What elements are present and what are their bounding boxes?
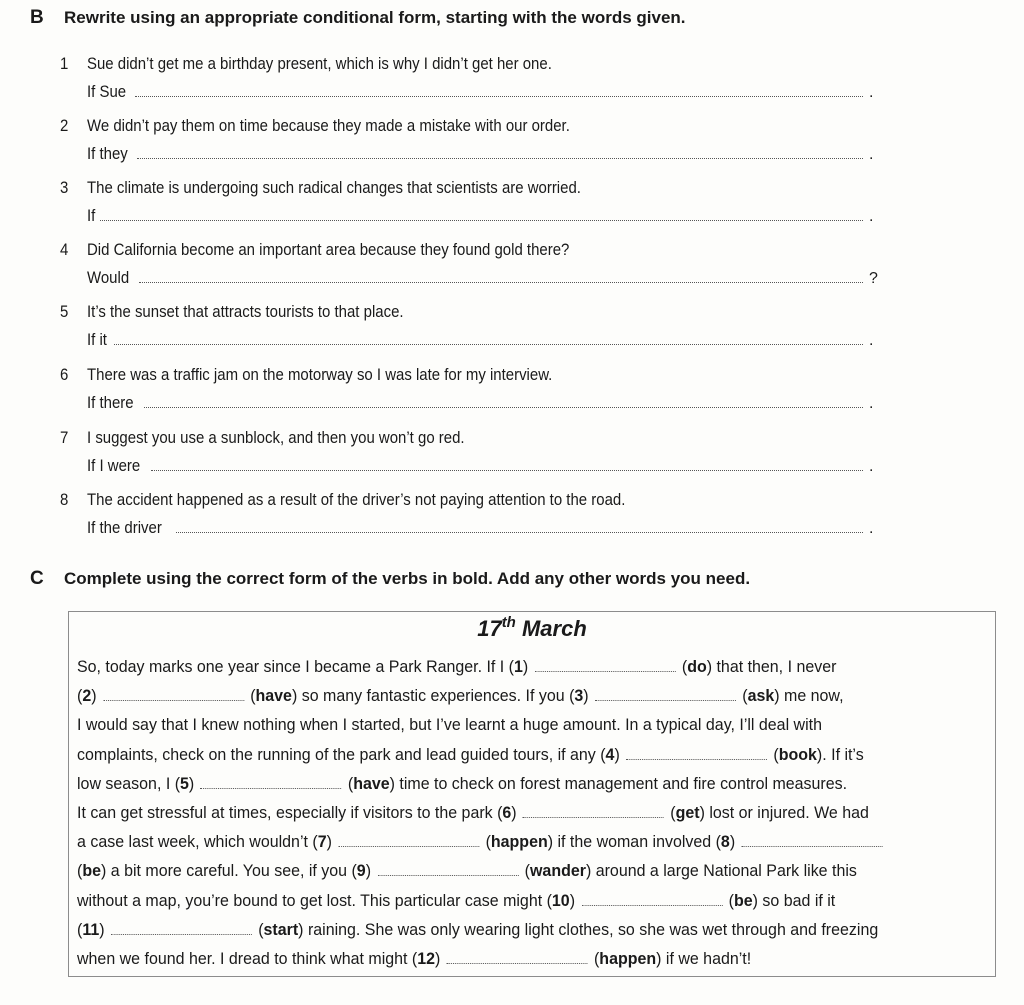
gap-verb: wander bbox=[530, 861, 586, 881]
gap-verb: happen bbox=[599, 948, 657, 968]
section-b-letter: B bbox=[30, 7, 44, 28]
item-number: 6 bbox=[60, 365, 69, 384]
gap-verb: start bbox=[263, 919, 299, 939]
text-line: (2) (have) so many fantastic experiences. If you (3) (ask) me now, bbox=[77, 686, 844, 706]
gap-blank[interactable] bbox=[338, 835, 479, 847]
text-segment: complaints, check on the running of the park and lead guided tours, if any ( bbox=[77, 744, 606, 764]
text-segment: ). If it’s bbox=[816, 744, 864, 764]
gap-number: 7 bbox=[317, 832, 327, 852]
item-number: 2 bbox=[60, 116, 69, 135]
gap-number: 5 bbox=[180, 773, 189, 793]
gap-blank[interactable] bbox=[377, 864, 518, 876]
item-question: Sue didn’t get me a birthday present, which is why I didn’t get her one. bbox=[87, 54, 552, 73]
gap-verb: have bbox=[255, 686, 292, 706]
gap-number: 12 bbox=[417, 948, 436, 968]
gap-blank[interactable] bbox=[103, 689, 244, 701]
text-segment: ) raining. She was only wearing light clothes, so she was wet through and freezing bbox=[298, 919, 879, 939]
gap-verb: ask bbox=[747, 686, 775, 706]
answer-starter: Would bbox=[87, 268, 130, 287]
text-line bbox=[77, 710, 979, 739]
answer-end-punctuation: . bbox=[869, 84, 874, 101]
answer-line[interactable] bbox=[87, 330, 877, 350]
gap-blank[interactable] bbox=[581, 894, 722, 906]
answer-end-punctuation: . bbox=[869, 395, 874, 412]
answer-blank[interactable] bbox=[144, 395, 863, 408]
section-c-letter: C bbox=[30, 568, 44, 589]
diary-body bbox=[77, 652, 979, 973]
gap-blank[interactable] bbox=[626, 748, 767, 760]
text-segment: So, today marks one year since I became a Park Ranger. If I ( bbox=[77, 657, 514, 676]
answer-line[interactable] bbox=[87, 206, 877, 226]
exercise-item bbox=[60, 363, 880, 425]
answer-blank[interactable] bbox=[137, 146, 863, 159]
text-segment: ) around a large National Park like this bbox=[585, 861, 857, 881]
answer-starter: If it bbox=[87, 330, 107, 349]
answer-blank[interactable] bbox=[176, 520, 863, 533]
text-line: low season, I (5) (have) time to check on forest management and fire control measures. bbox=[77, 773, 848, 793]
text-segment: ) time to check on forest management and fire control measures. bbox=[389, 773, 848, 793]
answer-end-punctuation: . bbox=[869, 208, 874, 225]
text-line: without a map, you’re bound to get lost. This particular case might (10) (be) so bad if it bbox=[77, 890, 836, 910]
gap-number: 3 bbox=[574, 686, 584, 706]
gap-verb: be bbox=[82, 861, 101, 881]
text-line: So, today marks one year since I became a Park Ranger. If I (1) (do) that then, I never bbox=[77, 657, 837, 676]
item-question: Did California become an important area because they found gold there? bbox=[87, 240, 570, 259]
text-segment: without a map, you’re bound to get lost. This particular case might ( bbox=[77, 890, 552, 910]
gap-number: 1 bbox=[513, 657, 523, 676]
exercise-item bbox=[60, 114, 880, 176]
answer-line[interactable] bbox=[87, 82, 877, 102]
item-number: 7 bbox=[60, 428, 69, 447]
text-segment: ) lost or injured. We had bbox=[699, 802, 869, 822]
item-number: 1 bbox=[60, 54, 69, 73]
gap-number: 11 bbox=[82, 919, 100, 939]
item-question: The climate is undergoing such radical changes that scientists are worried. bbox=[87, 178, 581, 197]
answer-line[interactable] bbox=[87, 518, 877, 538]
exercise-item bbox=[60, 238, 880, 300]
text-line: complaints, check on the running of the park and lead guided tours, if any (4) (book). If it’s bbox=[77, 744, 864, 764]
gap-number: 6 bbox=[502, 802, 512, 822]
gap-blank[interactable] bbox=[111, 923, 252, 935]
gap-number: 8 bbox=[720, 832, 730, 852]
gap-verb: happen bbox=[490, 832, 548, 852]
text-line: It can get stressful at times, especially if visitors to the park (6) (get) lost or injured. We had bbox=[77, 802, 869, 822]
answer-end-punctuation: . bbox=[869, 458, 874, 475]
item-number: 3 bbox=[60, 178, 69, 197]
section-c-instruction: Complete using the correct form of the verbs in bold. Add any other words you need. bbox=[64, 569, 751, 588]
item-question: There was a traffic jam on the motorway so I was late for my interview. bbox=[87, 365, 553, 384]
text-segment: when we found her. I dread to think what might ( bbox=[77, 948, 418, 968]
answer-blank[interactable] bbox=[135, 84, 863, 97]
answer-line[interactable] bbox=[87, 268, 877, 288]
item-number: 8 bbox=[60, 490, 69, 509]
answer-end-punctuation: . bbox=[869, 332, 874, 349]
gap-verb: book bbox=[778, 744, 817, 764]
text-segment: ) a bit more careful. You see, if you ( bbox=[100, 861, 357, 881]
gap-verb: get bbox=[675, 802, 700, 822]
diary-text-box bbox=[68, 611, 996, 977]
gap-verb: do bbox=[687, 657, 707, 676]
text-line: when we found her. I dread to think what might (12) (happen) if we hadn’t! bbox=[77, 948, 752, 968]
gap-blank[interactable] bbox=[595, 689, 736, 701]
text-segment: ) that then, I never bbox=[706, 657, 837, 676]
answer-starter: If the driver bbox=[87, 518, 162, 537]
answer-starter: If I were bbox=[87, 456, 141, 475]
exercise-item bbox=[60, 176, 880, 238]
answer-starter: If there bbox=[87, 393, 134, 412]
gap-number: 2 bbox=[82, 686, 92, 706]
item-question: It’s the sunset that attracts tourists to that place. bbox=[87, 302, 404, 321]
answer-starter: If Sue bbox=[87, 82, 127, 101]
answer-starter: If they bbox=[87, 144, 128, 163]
text-segment: I would say that I knew nothing when I started, but I’ve learnt a huge amount. In a typical day, I’ll deal with bbox=[77, 715, 822, 735]
text-line: (11) (start) raining. She was only wearing light clothes, so she was wet through and freezing bbox=[77, 919, 879, 939]
answer-line[interactable] bbox=[87, 144, 877, 164]
answer-line[interactable] bbox=[87, 393, 877, 413]
text-segment: ) me now, bbox=[774, 686, 844, 706]
item-question: We didn’t pay them on time because they made a mistake with our order. bbox=[87, 116, 570, 135]
item-number: 4 bbox=[60, 240, 69, 259]
text-segment: a case last week, which wouldn’t ( bbox=[77, 832, 318, 852]
section-b-heading bbox=[30, 7, 686, 29]
gap-blank[interactable] bbox=[535, 660, 676, 672]
item-question: I suggest you use a sunblock, and then you won’t go red. bbox=[87, 428, 465, 447]
title-month: March bbox=[521, 616, 587, 641]
text-segment: ) so many fantastic experiences. If you ( bbox=[291, 686, 575, 706]
answer-blank[interactable] bbox=[151, 458, 863, 471]
title-ordinal-suffix: th bbox=[501, 614, 516, 631]
text-segment: low season, I ( bbox=[77, 773, 181, 793]
answer-blank[interactable] bbox=[139, 270, 863, 283]
text-segment: It can get stressful at times, especially if visitors to the park ( bbox=[77, 802, 503, 822]
section-c-heading bbox=[30, 568, 750, 590]
text-segment: ) if the woman involved ( bbox=[547, 832, 721, 852]
section-b-instruction: Rewrite using an appropriate conditional form, starting with the words given. bbox=[64, 8, 686, 27]
answer-blank[interactable] bbox=[100, 208, 863, 221]
exercise-item bbox=[60, 426, 880, 488]
answer-end-punctuation: ? bbox=[869, 270, 878, 287]
gap-number: 4 bbox=[605, 744, 615, 764]
answer-starter: If bbox=[87, 206, 96, 225]
gap-verb: have bbox=[353, 773, 390, 793]
diary-date-title bbox=[69, 616, 995, 642]
gap-verb: be bbox=[733, 890, 753, 910]
gap-number: 10 bbox=[551, 890, 570, 910]
gap-number: 9 bbox=[356, 861, 366, 881]
gap-blank[interactable] bbox=[741, 835, 882, 847]
item-number: 5 bbox=[60, 302, 69, 321]
exercise-item bbox=[60, 488, 880, 550]
exercise-item bbox=[60, 300, 880, 362]
text-line: (be) a bit more careful. You see, if you (9) (wander) around a large National Park like this bbox=[77, 861, 857, 881]
exercise-item bbox=[60, 52, 880, 114]
item-question: The accident happened as a result of the driver’s not paying attention to the road. bbox=[87, 490, 626, 509]
answer-blank[interactable] bbox=[114, 332, 863, 345]
gap-blank[interactable] bbox=[447, 952, 588, 964]
gap-blank[interactable] bbox=[523, 806, 664, 818]
title-day-number: 17 bbox=[477, 616, 502, 641]
answer-end-punctuation: . bbox=[869, 146, 874, 163]
text-segment: ) so bad if it bbox=[752, 890, 836, 910]
answer-end-punctuation: . bbox=[869, 520, 874, 537]
answer-line[interactable] bbox=[87, 456, 877, 476]
text-line: a case last week, which wouldn’t (7) (happen) if the woman involved (8) bbox=[77, 827, 979, 856]
text-segment: ) if we hadn’t! bbox=[656, 948, 752, 968]
gap-blank[interactable] bbox=[201, 777, 342, 789]
